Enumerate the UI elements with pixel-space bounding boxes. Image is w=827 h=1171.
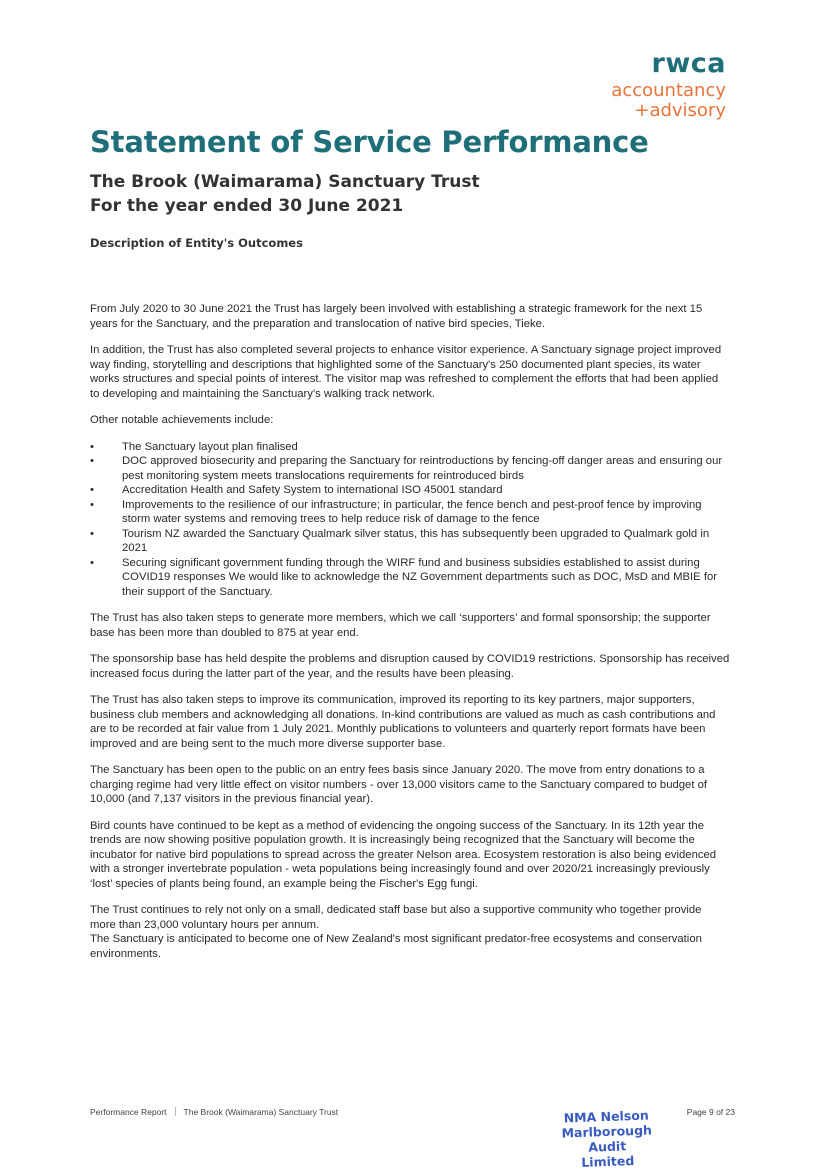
bullet-icon: • — [90, 440, 94, 453]
list-item — [90, 483, 730, 498]
section-heading: Description of Entity's Outcomes — [90, 236, 303, 250]
closing-line-1: The Trust continues to rely not only on a small, dedicated staff base but also a supportive community who together provide more than 23,000 voluntary hours per annum. — [90, 904, 702, 931]
list-item-text: Securing significant government funding through the WIRF fund and business subsidies established to assist during COVID19 responses We would like to acknowledge the NZ Government departments such as DOC, MsD and MBIE for their support of the Sanctuary. — [122, 556, 718, 598]
list-item — [90, 440, 730, 455]
entity-name: The Brook (Waimarama) Sanctuary Trust — [90, 172, 480, 192]
achievements-list — [90, 440, 730, 600]
list-item-text: Tourism NZ awarded the Sanctuary Qualmark silver status, this has subsequently been upgraded to Qualmark gold in 2021 — [122, 527, 710, 554]
stamp-line-2: Marlborough Audit — [561, 1122, 653, 1155]
stamp-line-1: NMA Nelson — [563, 1107, 649, 1126]
footer-labels — [90, 1107, 338, 1117]
closing-paragraph — [90, 903, 730, 961]
list-item-text: Accreditation Health and Safety System to international ISO 45001 standard — [122, 484, 503, 496]
closing-line-2: The Sanctuary is anticipated to become one of New Zealand's most significant predator-free ecosystems and conservation environments. — [90, 933, 702, 960]
paragraph: In addition, the Trust has also completed several projects to enhance visitor experience. A Sanctuary signage project improved way finding, storytelling and descriptions that highlighted some of the Sanctuary's 250 documented plant species, its water works structures and special points of interest. The visitor map was refreshed to complement the efforts that had been applied to developing and maintaining the Sanctuary's walking track network. — [90, 344, 722, 400]
stamp-line-3: Limited — [581, 1153, 635, 1170]
paragraph: The Trust has also taken steps to generate more members, which we call ‘supporters’ and formal sponsorship; the supporter base has been more than doubled to 875 at year end. — [90, 612, 711, 639]
footer-divider — [175, 1107, 176, 1116]
reporting-period: For the year ended 30 June 2021 — [90, 196, 404, 216]
page-number: Page 9 of 23 — [686, 1107, 735, 1117]
list-item — [90, 498, 730, 527]
bullet-icon: • — [90, 498, 94, 511]
footer-entity-name: The Brook (Waimarama) Sanctuary Trust — [183, 1107, 339, 1117]
logo-tagline-line2: +advisory — [634, 100, 726, 121]
bullet-icon: • — [90, 556, 94, 569]
rwca-logo — [611, 50, 726, 121]
bullet-icon: • — [90, 484, 94, 496]
page-footer — [90, 1107, 735, 1170]
list-item-text: DOC approved biosecurity and preparing the Sanctuary for reintroductions by fencing-off danger areas and ensuring our pest monitoring system meets translocations requirements for reintroduced birds — [122, 455, 723, 482]
list-item — [90, 556, 730, 600]
list-item — [90, 454, 730, 483]
bullet-icon: • — [90, 455, 94, 467]
paragraph: Other notable achievements include: — [90, 414, 274, 426]
paragraph: From July 2020 to 30 June 2021 the Trust has largely been involved with establishing a strategic framework for the next 15 years for the Sanctuary, and the preparation and translocation of native bird species, Tieke. — [90, 303, 703, 330]
bullet-icon: • — [90, 527, 94, 540]
page-title: Statement of Service Performance — [90, 125, 649, 159]
paragraph: The sponsorship base has held despite the problems and disruption caused by COVID19 restrictions. Sponsorship has received increased focus during the latter part of the year, and the results have been pleasing. — [90, 653, 730, 680]
logo-tagline-line1: accountancy — [611, 80, 726, 101]
list-item-text: The Sanctuary layout plan finalised — [122, 440, 298, 453]
footer-report-name: Performance Report — [90, 1107, 167, 1117]
page-subtitle — [90, 170, 480, 218]
paragraph: Bird counts have continued to be kept as a method of evidencing the ongoing success of the Sanctuary. In its 12th year the trends are now showing positive population growth. It is increasingly being recognized that the Sanctuary will become the incubator for native bird populations to spread across the greater Nelson area. Ecosystem restoration is also being evidenced with a stronger invertebrate population - weta populations being increasingly found and over 2020/21 increasingly previously ‘lost’ species of plants being found, an example being the Fischer's Egg fungi. — [90, 819, 717, 890]
audit-stamp — [541, 1107, 673, 1171]
list-item-text: Improvements to the resilience of our infrastructure; in particular, the fence bench and pest-proof fence by improving storm water systems and removing trees to help reduce risk of damage to the fence — [122, 498, 702, 525]
paragraph: The Trust has also taken steps to improve its communication, improved its reporting to its key partners, major supporters, business club members and acknowledging all donations. In-kind contributions are valued as much as cash contributions and are to be recorded at fair value from 1 July 2021. Monthly publications to volunteers and quarterly report formats have been improved and are being sent to the much more diverse supporter base. — [90, 694, 716, 750]
list-item — [90, 527, 730, 556]
logo-name: rwca — [651, 48, 726, 79]
report-body — [90, 302, 730, 961]
paragraph: The Sanctuary has been open to the public on an entry fees basis since January 2020. The move from entry donations to a charging regime had very little effect on visitor numbers - over 13,000 visitors came to the Sanctuary compared to budget of 10,000 (and 7,137 visitors in the previous financial year). — [90, 764, 708, 805]
